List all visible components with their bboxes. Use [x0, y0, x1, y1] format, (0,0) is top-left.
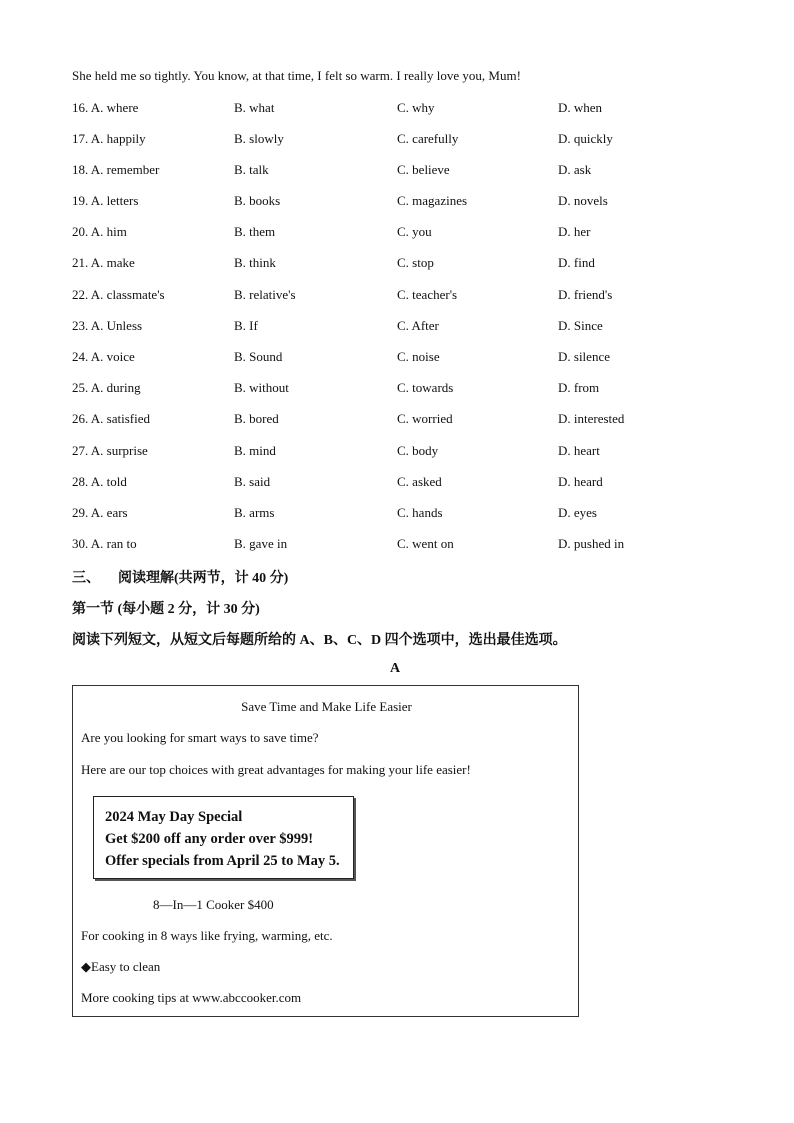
question-row [72, 349, 672, 367]
option-d: D. find [558, 255, 595, 270]
option-a: 26. A. satisfied [72, 411, 150, 426]
option-a: 23. A. Unless [72, 318, 143, 333]
option-b: B. bored [234, 411, 279, 426]
ad-line: Here are our top choices with great advantages for making your life easier! [81, 762, 471, 777]
option-c: C. worried [397, 411, 453, 426]
question-row [72, 505, 672, 523]
product-description: For cooking in 8 ways like frying, warming, etc. [81, 928, 333, 943]
option-c: C. towards [397, 380, 454, 395]
question-row [72, 224, 672, 242]
question-row [72, 287, 672, 305]
option-b: B. talk [234, 162, 269, 177]
option-d: D. heart [558, 443, 600, 458]
option-b: B. mind [234, 443, 276, 458]
option-b: B. them [234, 224, 276, 239]
option-d: D. novels [558, 193, 608, 208]
question-row [72, 536, 672, 554]
option-c: C. went on [397, 536, 454, 551]
option-b: B. gave in [234, 536, 288, 551]
ad-title: Save Time and Make Life Easier [241, 699, 412, 714]
option-c: C. teacher's [397, 287, 458, 302]
question-row [72, 100, 672, 118]
option-a: 18. A. remember [72, 162, 160, 177]
question-row [72, 162, 672, 180]
instruction-text: 阅读下列短文，从短文后每题所给的 A、B、C、D 四个选项中，选出最佳选项。 [72, 633, 567, 648]
option-a: 25. A. during [72, 380, 141, 395]
option-d: D. interested [558, 411, 625, 426]
option-b: B. books [234, 193, 281, 208]
option-c: C. why [397, 100, 435, 115]
option-b: B. Sound [234, 349, 283, 364]
option-b: B. arms [234, 505, 275, 520]
special-offer: Get $200 off any order over $999! [105, 831, 314, 847]
question-row [72, 193, 672, 211]
option-c: C. asked [397, 474, 442, 489]
cooking-tips-link: More cooking tips at www.abccooker.com [81, 990, 302, 1005]
special-dates: Offer specials from April 25 to May 5. [105, 853, 340, 869]
question-row [72, 443, 672, 461]
question-row [72, 411, 672, 429]
option-c: C. carefully [397, 131, 459, 146]
option-d: D. heard [558, 474, 603, 489]
question-row [72, 318, 672, 336]
ad-line: Are you looking for smart ways to save time? [81, 730, 319, 745]
part-heading: 第一节 (每小题 2 分，计 30 分) [72, 602, 260, 617]
option-c: C. hands [397, 505, 443, 520]
option-d: D. when [558, 100, 603, 115]
option-d: D. her [558, 224, 591, 239]
option-a: 29. A. ears [72, 505, 128, 520]
product-feature: ◆Easy to clean [81, 959, 161, 974]
option-b: B. think [234, 255, 276, 270]
question-row [72, 255, 672, 273]
option-b: B. If [234, 318, 258, 333]
option-d: D. ask [558, 162, 592, 177]
option-d: D. silence [558, 349, 610, 364]
section-number: 三、 [72, 571, 100, 586]
option-a: 27. A. surprise [72, 443, 148, 458]
option-a: 24. A. voice [72, 349, 135, 364]
option-c: C. body [397, 443, 439, 458]
section-heading [72, 567, 288, 587]
passage-label: A [390, 661, 401, 676]
option-a: 21. A. make [72, 255, 135, 270]
question-row [72, 131, 672, 149]
option-b: B. slowly [234, 131, 284, 146]
option-a: 22. A. classmate's [72, 287, 165, 302]
special-title: 2024 May Day Special [105, 809, 243, 825]
option-b: B. said [234, 474, 271, 489]
option-b: B. relative's [234, 287, 296, 302]
question-row [72, 380, 672, 398]
option-a: 20. A. him [72, 224, 127, 239]
option-d: D. eyes [558, 505, 597, 520]
option-b: B. what [234, 100, 275, 115]
intro-line: She held me so tightly. You know, at that time, I felt so warm. I really love you, Mum! [72, 68, 521, 83]
section-title: 阅读理解(共两节，计 40 分) [118, 571, 289, 586]
option-a: 19. A. letters [72, 193, 139, 208]
option-c: C. After [397, 318, 439, 333]
option-a: 17. A. happily [72, 131, 146, 146]
option-a: 28. A. told [72, 474, 127, 489]
option-d: D. quickly [558, 131, 613, 146]
option-d: D. Since [558, 318, 603, 333]
option-a: 16. A. where [72, 100, 139, 115]
option-c: C. noise [397, 349, 440, 364]
option-d: D. from [558, 380, 600, 395]
option-b: B. without [234, 380, 289, 395]
option-d: D. friend's [558, 287, 613, 302]
option-a: 30. A. ran to [72, 536, 137, 551]
question-row [72, 474, 672, 492]
may-day-special-banner [93, 796, 354, 879]
option-c: C. stop [397, 255, 434, 270]
option-c: C. you [397, 224, 432, 239]
advertisement-box [72, 685, 579, 1017]
option-c: C. magazines [397, 193, 468, 208]
option-c: C. believe [397, 162, 450, 177]
product-name: 8—In—1 Cooker $400 [153, 897, 274, 912]
option-d: D. pushed in [558, 536, 625, 551]
